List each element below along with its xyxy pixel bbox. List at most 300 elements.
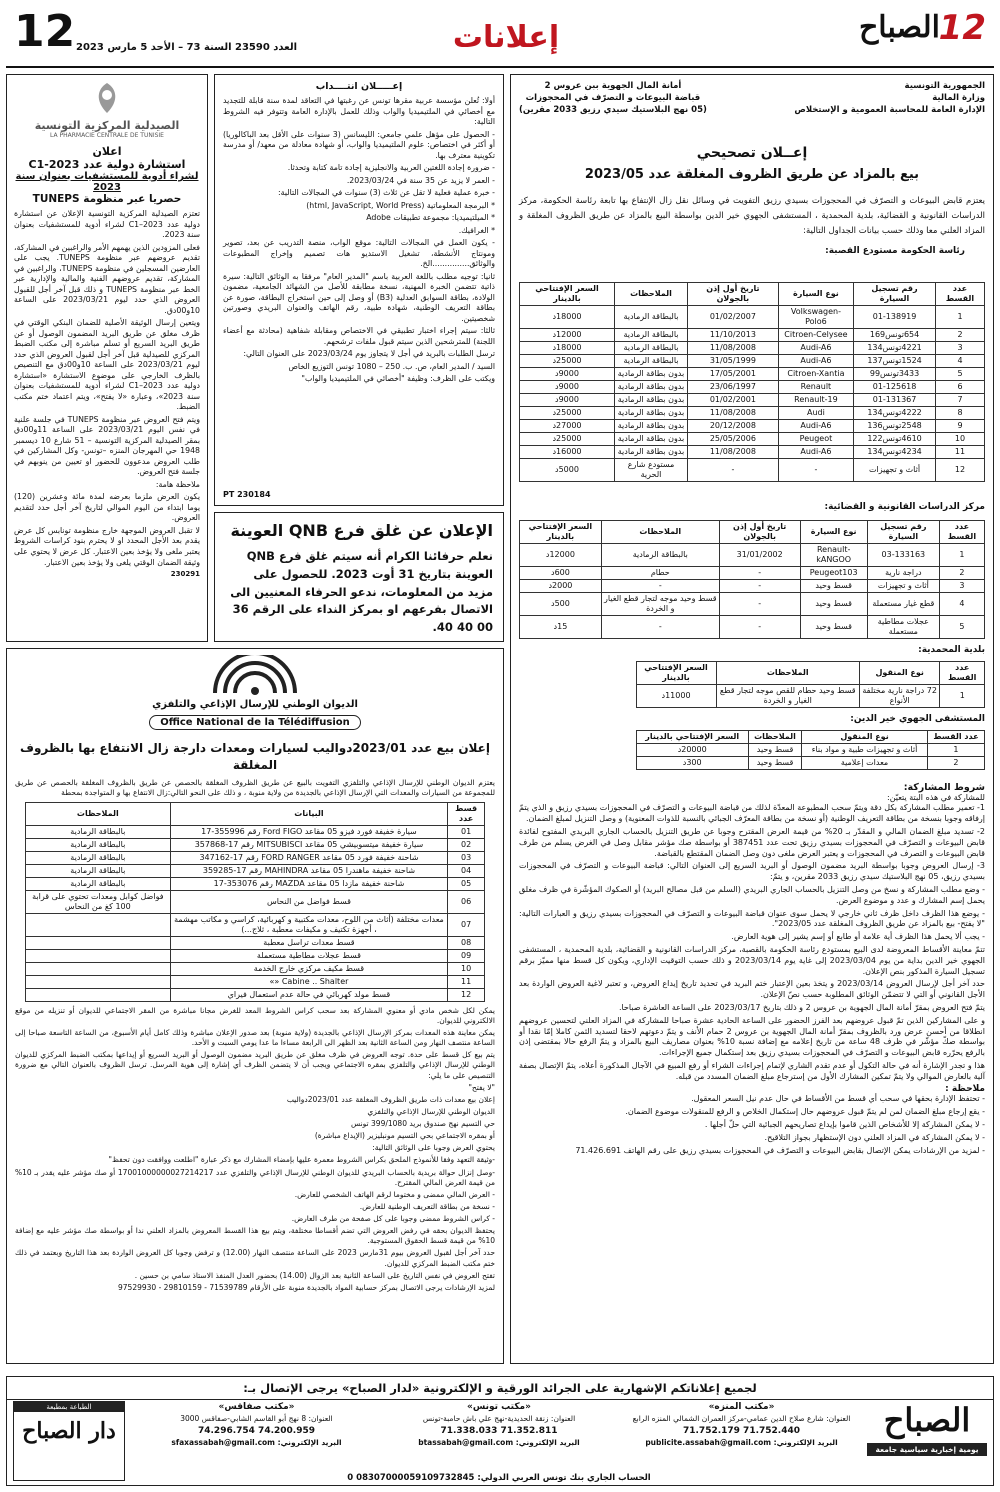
- table-cell: -: [688, 458, 779, 481]
- table-cell: 25000د: [520, 354, 615, 367]
- ontv-org-fr: Office National de la Télédiffusion: [149, 715, 361, 730]
- table-cell: 9000د: [520, 367, 615, 380]
- paragraph: ويتم فتح العروض عبر منظومة TUNEPS في جلسة علنية في نفس اليوم 2023/03/21 على الساعة 11و00دق بمقر الصيدلية المركزية التونسية – 51 شارع 10 ديسمبر 1948 حي المهرجان المنزه –تونس- وكل المشاركين في طلب العروض مدعوون للحضور او تعيين من ينوبهم في جلسة فتح العروض.: [14, 414, 200, 477]
- table-row: [25, 988, 485, 1001]
- column-header: رقم تسجيل السيارة: [867, 520, 939, 543]
- pharmacy-title-3: حصريا عبر منظومة TUNEPS: [32, 193, 182, 205]
- table-cell: [25, 962, 170, 975]
- table-cell: Audi: [778, 406, 853, 419]
- table-cell: بدون بطاقة الرمادية: [615, 406, 688, 419]
- pharmacy-body: [14, 209, 200, 568]
- table-cell: 2: [939, 566, 984, 579]
- page-header: [6, 4, 994, 68]
- pharmacy-title-1: استشارة دولية عدد C1-2023: [28, 158, 186, 171]
- office-phones: 71.752.179 71.752.440: [682, 1425, 800, 1436]
- tender-correction-notice: [510, 74, 994, 1364]
- table-cell: 03-133163: [867, 543, 939, 566]
- table-cell: 5: [935, 367, 984, 380]
- table-cell: Peugeot: [778, 432, 853, 445]
- table-cell: بالبطاقة الرمادية: [25, 838, 170, 851]
- table-cell: 654تونس169: [854, 328, 936, 341]
- paragraph: أو بمقره الاجتماعي بحي التسيم مونبليزير (الإيداع مباشرة): [314, 1131, 495, 1141]
- office-block: [624, 1401, 859, 1467]
- table-cell: Audi-A6: [778, 341, 853, 354]
- table-cell: 18000د: [520, 305, 615, 328]
- table-cell: 6: [935, 380, 984, 393]
- table-cell: 11/08/2008: [688, 341, 779, 354]
- paragraph: إعلان بيع معدات ذات طريق الظروف المغلقة عدد 2023/01دواليب: [286, 1094, 495, 1104]
- table-cell: بدون بطاقة الرمادية: [615, 432, 688, 445]
- recruitment-ref: PT 230184: [223, 490, 271, 499]
- table-cell: قسط معدات تراسل معطبة: [171, 936, 448, 949]
- column-header: نوع السيارة: [800, 520, 867, 543]
- table-cell: -: [719, 592, 800, 615]
- paragraph: السيد / المدير العام، ص. ب. 250 – 1080 تونس التوزيع الخاص: [288, 361, 495, 371]
- table-cell: 10: [935, 432, 984, 445]
- office-line: أمانة المال الجهوية ببن عروس 2: [544, 81, 682, 91]
- table-row: [636, 756, 985, 769]
- paragraph: -وثيقة التعهد وفقا للأنموذج الملحق بكراس الشروط معمرة عليها بإمضاء المشارك مع ذكر عبارة "اطلعت ووافقت دون تحفظ": [108, 1155, 495, 1165]
- table-cell: 9: [935, 419, 984, 432]
- table-cell: قسط وحيد: [748, 743, 801, 756]
- table-cell: 18000د: [520, 341, 615, 354]
- pharmacy-ref: 230291: [170, 570, 200, 579]
- column-header: الملاحظات: [25, 802, 170, 825]
- notes-body: [519, 1094, 985, 1156]
- paragraph: - وضع مطلب المشاركة و نسخ من وصل التنزيل بالحساب الجاري البريدي (السلم من قبل مصالح البريد) أو الصكوك المؤشّرة في ظرف مغلق يحمل إسم المشارك و عدد و موضوع العرض.: [519, 884, 985, 905]
- table-row: [25, 851, 485, 864]
- column-header: السعر الإفتتاحي بالدينار: [520, 520, 602, 543]
- table-cell: Cabine .. Shalter «»: [171, 975, 448, 988]
- footer-offices: [139, 1401, 859, 1467]
- table-cell: 07: [447, 913, 485, 936]
- office-phones: 74.296.754 74.200.959: [197, 1425, 315, 1436]
- table-cell: 01/02/2007: [688, 305, 779, 328]
- paragraph: 1- تعمير مطلب المشاركة بكل دقة ويتمّ سحب المطبوعة المعدّة لذلك من قباضة البيوعات و التصرّف في المحجوزات بسيدي رزيق و الذي يتمّ إرفاقه وجوبا بنسخة من بطاقة التعريف الوطنية (أو نسخة من بطاقة المعرّف الجبائي بالنسبة للذوات المعنوية) و وصل التنزيل لمبلغ الضمان.: [519, 803, 985, 824]
- paragraph: - لا يمكن المشاركة إلا للأشخاص الذين قاموا بإيداع تصاريحهم الجبائية التي حلّ أجلها .: [704, 1120, 985, 1130]
- paragraph: تتمّ معاينة الأقساط المعروضة لدى البيع بمستودع رئاسة الحكومة بالقصبة، مركز الدراسات القانونية و القضائية، بلدية المحمدية ، المستشفى الجهوي خير الدين بداية من يوم 2023/03/04 إلى غاية يوم 2023/03/14 و ذلك حسب التوقيت الإداري، ويكون كل قسط منها مميّز برقم تسجيل السيارة المذكور بنص الإعلان.: [519, 944, 986, 976]
- office-address: العنوان: شارع صلاح الدين عمامي-مركز العمران الشمالي المنزه الرابع: [632, 1414, 851, 1424]
- column-header: رقم تسجيل السيارة: [854, 282, 936, 305]
- recruitment-body: [223, 96, 495, 385]
- table-cell: بالبطاقة الرمادية: [601, 543, 719, 566]
- table-cell: 5: [939, 615, 984, 638]
- paragraph: 3- إرسال العروض وجوبا بواسطة البريد مضمون الوصول أو البريد السريع إلى العنوان التالي: قباضة البيوعات و التصرّف في المحجوزات بسيدي رزيق، 05 نهج البلاستيك سيدي رزيق 2033 مقرين، و يتمّ:: [519, 861, 985, 882]
- logo-text: الصباح: [858, 10, 940, 45]
- table-row: [520, 592, 985, 615]
- dar-logo: دار الصباح: [22, 1418, 116, 1444]
- ontv-org-ar: الديوان الوطني للإرسال الإذاعي والتلفزي: [152, 699, 358, 710]
- paragraph: -وصل إنزال حوالة بريدية بالحساب البريدي للديوان الوطني للإرسال الإذاعي والتلفزي عدد 17001000000027214217 أو صك مؤشر عليه يقدر بـ 10% من قيمة العرض المالي المقترح.: [15, 1167, 495, 1187]
- paragraph: - يجب ألا يحمل هذا الظرف أية علامة أو طابع أو إسم يشير إلى هوية العارض.: [731, 932, 985, 942]
- logo-number: 12: [938, 8, 986, 48]
- ontv-lots-table: [25, 802, 486, 1002]
- paragraph: - العرض المالي ممضى و مختوما لرقم الهاتف الشخصي للعارض.: [294, 1189, 495, 1199]
- column-header: السعر الإفتتاحي بالدينار: [636, 661, 716, 684]
- table-cell: بدون بطاقة الرمادية: [615, 393, 688, 406]
- ontv-body: [15, 1006, 495, 1293]
- paragraph: ويتعين إرسال الوثيقة الأصلية للضمان البنكي الوقتي في ظرف مغلق عن طريق البريد المضمون الوصول أو عن طريق البريد السريع أو تسلم مباشرة إلى مكتب الضبط المركزي للصيدلية قبل آخر أجل لقبول العروض الذي حدد ليوم 2023/03/21 على الساعة 10و00دق مع التنصيص بالظرف الخارجي على موضوع الاستشارة «استشارة دولية عدد C1–2023 لشراء أدوية للمستشفيات بعنوان سنة 2023»، وعبارة «لا يفتح»، ويتم اعتماد ختم مكتب الضبط.: [14, 318, 201, 412]
- paragraph: - العمر لا يزيد عن 35 سنة في 2023/03/24.: [346, 175, 495, 185]
- conditions-sub: للمشاركة في هذه البتة يتعيّن:: [887, 792, 985, 802]
- paragraph: ملاحظة هامة:: [155, 479, 200, 489]
- table-cell: -: [719, 566, 800, 579]
- table-cell: مستودع شارع الحرية: [615, 458, 688, 481]
- table-row: [25, 913, 485, 936]
- table-cell: بدون بطاقة الرمادية: [615, 380, 688, 393]
- table-cell: 9000د: [520, 380, 615, 393]
- office-email: البريد الإلكتروني: btassabah@gmail.com: [418, 1437, 580, 1447]
- table-cell: 11000د: [636, 684, 716, 707]
- table-cell: [25, 913, 170, 936]
- table-cell: قسط وحيد: [800, 592, 867, 615]
- office-block: [139, 1401, 374, 1467]
- section-heading: بلدية المحمدية:: [918, 644, 985, 655]
- table-cell: 11/10/2013: [688, 328, 779, 341]
- table-row: [520, 615, 985, 638]
- table-cell: دراجة نارية: [867, 566, 939, 579]
- items-table-3: [636, 661, 986, 708]
- table-cell: شاحنة خفيفة مازدا 05 مقاعد MAZDA رقم 353076-17: [171, 877, 448, 890]
- table-header-row: [520, 282, 985, 305]
- table-header-row: [636, 730, 985, 743]
- table-cell: 4234تونس134: [854, 445, 936, 458]
- recruitment-notice: [214, 74, 504, 506]
- footer-banner: لجميع إعلاناتكم الإشهارية على الجرائد الورقية و الإلكترونية «لدار الصباح» يرجى الإتصال بـ:: [7, 1377, 993, 1400]
- table-cell: قسط مكيف مركزي خارج الخدمة: [171, 962, 448, 975]
- table-cell: 12000د: [520, 328, 615, 341]
- table-cell: معدات إعلامية: [802, 756, 928, 769]
- paragraph: تفتح العروض في نفس التاريخ على الساعة الثانية بعد الزوال (14.00) بحضور العدل المنفذ الاستاذ سامي بن حسين .: [134, 1270, 495, 1280]
- office-name: «مكتب تونس»: [467, 1402, 531, 1412]
- dar-label: الطباعة بمطبعة: [14, 1402, 124, 1412]
- table-cell: 23/06/1997: [688, 380, 779, 393]
- table-cell: بالبطاقة الرمادية: [615, 305, 688, 328]
- table-cell: 600د: [520, 566, 602, 579]
- section-heading: مركز الدراسات القانونية و القضائية:: [824, 501, 985, 512]
- table-cell: Citroen-Xantia: [778, 367, 853, 380]
- table-row: [25, 877, 485, 890]
- table-cell: 2: [927, 756, 984, 769]
- table-cell: Volkswagen-Polo6: [778, 305, 853, 328]
- table-cell: شاحنة خفيفة فورد 05 مقاعد FORD RANGER رقم 17-347162: [171, 851, 448, 864]
- table-cell: 31/01/2002: [719, 543, 800, 566]
- table-cell: 01: [447, 825, 485, 838]
- table-cell: بالبطاقة الرمادية: [615, 354, 688, 367]
- notice-title: إعــلان تصحيحي: [696, 144, 808, 161]
- table-cell: -: [601, 579, 719, 592]
- gov-line: الإدارة العامة للمحاسبة العمومية و الإستخلاص: [794, 104, 985, 115]
- table-row: [520, 406, 985, 419]
- dar-assabah-block: [13, 1401, 125, 1481]
- table-cell: 500د: [520, 592, 602, 615]
- pharmacy-logo-fr: LA PHARMACIE CENTRALE DE TUNISIE: [50, 132, 164, 139]
- table-cell: بالبطاقة الرمادية: [615, 341, 688, 354]
- table-cell: أثاث و تجهيزات: [854, 458, 936, 481]
- table-cell: بدون بطاقة الرمادية: [615, 419, 688, 432]
- table-cell: 7: [935, 393, 984, 406]
- table-cell: Renault-19: [778, 393, 853, 406]
- table-row: [25, 936, 485, 949]
- table-cell: 08: [447, 936, 485, 949]
- table-cell: -: [601, 615, 719, 638]
- table-cell: [25, 936, 170, 949]
- table-cell: 2000د: [520, 579, 602, 592]
- table-row: [25, 825, 485, 838]
- pharmacy-logo: [14, 81, 200, 139]
- table-cell: 04: [447, 864, 485, 877]
- paragraph: 2- تسديد مبلغ الضمان المالي و المقدّر بـ 20% من قيمة العرض المقترح وجوبا عن طريق التنزيل بالحساب الجاري البريدي المفتوح لفائدة قابض البيوعات و التصرّف في المحجوزات بسيدي رزيق تحت عدد 387451 أو بواسطة صك مؤشر مقابل وصل في الغرض يسلم من طرف قابض البيوعات و التصرف في المحجوزات و يعتبر العرض ملغى دون وصل الضمان المقتطع بالقباضة.: [519, 826, 986, 858]
- footer-account: الحساب الجاري بنك تونس العربي الدولي: 08307000059109732845 0: [347, 1473, 651, 1483]
- table-cell: [25, 988, 170, 1001]
- table-cell: فواضل كوابل ومعدات تحتوي على قرابة 100 كغ من النحاس: [25, 890, 170, 913]
- table-cell: قطع غيار مستعملة: [867, 592, 939, 615]
- table-row: [520, 458, 985, 481]
- paragraph: - الحصول على مؤهل علمي جامعي: الليسانس (3 سنوات على الأقل بعد الباكالوريا) أو أكثر في اختصاص: علوم الملتيميديا والواب، أو شهادة معادلة من معهد/ أو مدرسة تكوينية معترف بها.: [223, 129, 495, 160]
- column-header: الملاحظات: [601, 520, 719, 543]
- table-cell: قسط عجلات مطاطية مستعملة: [171, 949, 448, 962]
- table-cell: 02: [447, 838, 485, 851]
- column-header: قسط عدد: [447, 802, 485, 825]
- table-row: [636, 684, 985, 707]
- conditions-title: شروط المشاركة:: [903, 781, 985, 793]
- table-row: [25, 864, 485, 877]
- table-cell: 12: [935, 458, 984, 481]
- paragraph: حي التسيم نهج صندوق بريد 399/1080 تونس: [351, 1119, 495, 1129]
- paragraph: * البرمجة المعلوماتية (html, JavaScript, World Press): [306, 200, 495, 210]
- table-cell: شاحنة خفيفة ماهندرا 05 مقاعد MAHINDRA رقم 17-359285: [171, 864, 448, 877]
- table-cell: أثاث و تجهيزات: [867, 579, 939, 592]
- column-header: نوع المنقول: [802, 730, 928, 743]
- office-email: البريد الإلكتروني: sfaxassabah@gmail.com: [171, 1437, 342, 1447]
- table-cell: بالبطاقة الرمادية: [25, 864, 170, 877]
- table-cell: حطام: [601, 566, 719, 579]
- table-cell: 27000د: [520, 419, 615, 432]
- table-row: [520, 367, 985, 380]
- paragraph: - تحتفظ الإدارة بحقها في سحب أي قسط من الأقساط في حال عدم نيل السعر المعقول.: [691, 1094, 985, 1104]
- table-cell: 16000د: [520, 445, 615, 458]
- table-cell: قسط وحيد: [748, 756, 801, 769]
- office-line: (05 نهج البلاستيك سيدي رزيق 2033 مقرين): [519, 104, 707, 115]
- table-cell: بالبطاقة الرمادية: [25, 851, 170, 864]
- table-cell: 20/12/2008: [688, 419, 779, 432]
- table-cell: 9000د: [520, 393, 615, 406]
- paragraph: يتم بيع كل قسط على حدة. توجه العروض في ظرف مغلق عن طريق البريد مضمون الوصول أو البريد السريع أو إيداعها بمكتب الضبط المركزي للديوان الوطني للإرسال الإذاعي والتلفزي بمقره الاجتماعي ويجب أن لا يتضمن الظرف أي إشارة إلى هوية المرسل. ترسل الظروف بالعنوان التالي مع ضرورة التنصيص على ما يلي:: [15, 1050, 495, 1080]
- table-cell: Peugeot103: [800, 566, 867, 579]
- footer-logo: الصباح: [883, 1401, 971, 1439]
- table-cell: 3: [935, 341, 984, 354]
- table-cell: بالبطاقة الرمادية: [615, 328, 688, 341]
- table-cell: قسط وحيد موجه لتجار قطع الغيار و الخردة: [601, 592, 719, 615]
- table-cell: 1: [940, 684, 985, 707]
- table-cell: 20000د: [636, 743, 748, 756]
- table-cell: 1524تونس137: [854, 354, 936, 367]
- table-cell: 4610تونس122: [854, 432, 936, 445]
- qnb-title: الإعلان عن غلق فرع QNB العوينة: [230, 521, 493, 540]
- table-cell: 4222تونس134: [854, 406, 936, 419]
- vehicles-table-2: [519, 520, 985, 639]
- paragraph: - نسخة من بطاقة التعريف الوطنية للعارض.: [359, 1201, 495, 1211]
- column-header: الملاحظات: [748, 730, 801, 743]
- table-row: [520, 445, 985, 458]
- office-address: العنوان: 8 نهج أبو القاسم الشابي-صفاقس 3000: [180, 1414, 333, 1424]
- table-cell: 1: [927, 743, 984, 756]
- header-logo: [838, 8, 988, 62]
- paragraph: - خبرة عملية فعلية لا تقل عن ثلاث (3) سنوات في المجالات التالية:: [278, 188, 495, 198]
- table-cell: قسط فواضل من النحاس: [171, 890, 448, 913]
- table-cell: 2548تونس136: [854, 419, 936, 432]
- table-cell: 31/05/1999: [688, 354, 779, 367]
- table-cell: 1: [939, 543, 984, 566]
- paragraph: تعتزم الصيدلية المركزية التونسية الإعلان عن استشارة دولية عدد C1–2023 لشراء أدوية للمستشفيات بعنوان سنة 2023.: [14, 209, 200, 240]
- office-phones: 71.338.033 71.352.811: [440, 1425, 558, 1436]
- column-header: عدد القسط: [935, 282, 984, 305]
- table-cell: 1: [935, 305, 984, 328]
- qnb-closure-notice: [214, 512, 504, 642]
- table-cell: عجلات مطاطية مستعملة: [867, 615, 939, 638]
- table-cell: 4221تونس134: [854, 341, 936, 354]
- column-header: عدد القسط: [940, 661, 985, 684]
- table-cell: 12: [447, 988, 485, 1001]
- table-row: [25, 975, 485, 988]
- gov-line: الجمهورية التونسية: [904, 81, 985, 91]
- table-row: [520, 328, 985, 341]
- table-cell: 4: [935, 354, 984, 367]
- vehicles-table-1: [519, 282, 985, 482]
- table-cell: معدات مختلفة (أثاث من اللوح، معدات مكتبية و كهربائية، كراسي و مكاتب مهشمة ، أجهزة تكتيف و مكيفات معطبة ، ثلاج...): [171, 913, 448, 936]
- paragraph: ويكتب على الظرف: وظيفة "أخصائي في الملتيميديا والواب": [301, 374, 495, 384]
- notice-subtitle: بيع بالمزاد عن طريق الظروف المغلقة عدد 2023/05: [584, 166, 920, 182]
- table-row: [520, 393, 985, 406]
- column-header: نوع المنقول: [859, 661, 940, 684]
- table-cell: 300د: [636, 756, 748, 769]
- table-row: [25, 890, 485, 913]
- table-cell: [25, 975, 170, 988]
- table-row: [25, 838, 485, 851]
- table-cell: Audi-A6: [778, 445, 853, 458]
- gov-line: وزارة المالية: [932, 92, 985, 103]
- table-cell: 01/02/2001: [688, 393, 779, 406]
- paragraph: يحتفظ الديوان بحقه في رفض العروض التي تضم أقساطا مختلفة، ويتم بيع هذا القسط المعروض بالمزاد العلني ندا أو بواسطة صك مؤشر عليه مع إضافة 10% من قيمة قسط الحقوق المستوجبة.: [15, 1226, 495, 1246]
- office-block: [382, 1401, 617, 1467]
- pharmacy-logo-ar: الصيدلية المركزية التونسية: [34, 119, 180, 132]
- footer: [6, 1376, 994, 1486]
- conditions-body: [519, 803, 985, 1082]
- table-cell: 11/08/2008: [688, 445, 779, 458]
- table-cell: Citroen-Celysee: [778, 328, 853, 341]
- table-cell: 25000د: [520, 406, 615, 419]
- table-cell: أثاث و تجهيزات طبية و مواد بناء: [802, 743, 928, 756]
- paragraph: و على المشاركين الذين تمّ قبول عروضهم بعد الفرز الحضور على الساعة الحادية عشرة صباحا للمشاركة في المزاد العلني لتحسين عروضهم انطلاقا من أحسن عرض ورد بالظروف بمقرّ أمانة المال الجهوية بن عروس 2 حمام الأنف و يتمّ دعوتهم لاحقا لتسديد الثمن كاملا إمّا نقدا أو بواسطة صكّ مؤشّر في ظرف 48 ساعة من تاريخ إعلامه مع إضافة نسبة 10% بعنوان مصاريف البيع بالمزاد و يتمّ الرفع حالا بمقتضى إذن بالرفع يحرّره قابض البيوعات و التصرّف في المحجوزات بسيدي رزيق بعد إستكمال جميع الإجراءات.: [519, 1015, 985, 1058]
- office-address: العنوان: زنقة الحديدية-نهج علي باش حامبة-تونس: [422, 1414, 576, 1424]
- table-cell: بالبطاقة الرمادية: [25, 877, 170, 890]
- table-cell: [25, 949, 170, 962]
- section-title: إعلانات: [452, 20, 560, 55]
- section-heading: المستشفى الجهوي خير الدين:: [850, 713, 985, 724]
- issue-info: العدد 23590 السنة 73 – الأحد 5 مارس 2023: [76, 42, 297, 53]
- paragraph: - يوضع هذا الظرف داخل ظرف ثاني خارجي لا يحمل سوى عنوان قباضة البيوعات و التصرّف في المحجوزات بسيدي رزيق و العبارات التالية: "لا يفتح- بيع بالمزاد عن طريق الظروف المغلقة عدد 2023/05".: [519, 908, 985, 929]
- column-header: الملاحظات: [615, 282, 688, 305]
- table-row: [636, 743, 985, 756]
- table-cell: سيارة خفيفة فورد فيزو 05 مقاعد Ford FIGO رقم 355996-17: [171, 825, 448, 838]
- column-header: عدد القسط: [939, 520, 984, 543]
- paragraph: "لا يفتح": [468, 1082, 495, 1092]
- table-row: [520, 579, 985, 592]
- table-cell: -: [719, 579, 800, 592]
- table-cell: Audi-A6: [778, 354, 853, 367]
- paragraph: هذا و تجدر الإشارة أنه في حالة التكول أو عدم تقدم الشاري لإتمام إجراءات الشراء أو رفع المبيع في الآجال المذكورة أعلاه، يتمّ الإتصال بصفة آلية بالعارض الموالي ولا يتمّ تمكين المشارك الأول من إسترجاع مبلغ الضمان المسدد من قبله.: [519, 1060, 985, 1081]
- table-row: [520, 419, 985, 432]
- table-cell: 2: [935, 328, 984, 341]
- table-cell: 10: [447, 962, 485, 975]
- paragraph: * الميلتيميديا: مجموعة تطبيقات Adobe: [366, 213, 495, 223]
- table-cell: 17/05/2001: [688, 367, 779, 380]
- paragraph: يتمّ فتح العروض بمقرّ أمانة المال الجهوية بن عروس 2 و ذلك بتاريخ 2023/03/17 على الساعة العاشرة صباحا.: [618, 1002, 985, 1012]
- table-cell: 5000د: [520, 458, 615, 481]
- qnb-body: نعلم حرفائنا الكرام أنه سيتم غلق فرع QNB العوينة بتاريخ 31 أوت 2023. للحصول على مزيد من المعلومات، ندعو الحرفاء المعنيين الى الاتصال بفرعهم او بمركز النداء على الرقم 36 00 40 40.: [230, 549, 493, 635]
- table-row: [520, 354, 985, 367]
- table-cell: بدون بطاقة الرمادية: [615, 445, 688, 458]
- table-header-row: [25, 802, 485, 825]
- paragraph: يحتوي العرض وجوبا على الوثائق التالية:: [372, 1143, 495, 1153]
- table-cell: 03: [447, 851, 485, 864]
- paragraph: أولا: تُعلن مؤسسة عربية مقرها تونس عن رغبتها في التعاقد لمدة سنة قابلة للتجديد مع أخصائي في الملتيميديا والواب وذلك للعمل بالإدارة العامة وتتوفر فيه الشروط التالية:: [223, 96, 495, 127]
- table-row: [520, 543, 985, 566]
- table-cell: -: [778, 458, 853, 481]
- table-cell: قسط مولد كهربائي في حالة عدم استعمال فيراي: [171, 988, 448, 1001]
- pharmacy-tender-notice: [6, 74, 208, 642]
- table-cell: 01-138919: [854, 305, 936, 328]
- table-cell: بالبطاقة الرمادية: [25, 825, 170, 838]
- paragraph: ترسل الطلبات بالبريد في أجل لا يتجاوز يوم 2023/03/24 على العنوان التالي:: [243, 349, 495, 359]
- office-line: قباضة البيوعات و التصرّف في المحجوزات: [525, 92, 701, 103]
- pharmacy-title-2: لشراء أدوية للمستشفيات بعنوان سنة 2023: [15, 171, 199, 193]
- paragraph: يكون العرض ملزما بعرضه لمدة مائة وعشرين (120) يوما ابتداء من اليوم الموالي لتاريخ آخر أجل حدد لتقديم العروض.: [14, 492, 200, 523]
- table-cell: Audi-A6: [778, 419, 853, 432]
- office-email: البريد الإلكتروني: publicite.assabah@gmail.com: [645, 1437, 838, 1447]
- paragraph: يمكن لكل شخص مادي أو معنوي المشاركة بعد سحب كراس الشروط المعد للغرض مجانا مباشرة من المقر الاجتماعي للديوان أو تنزيله من موقع الالكتروني للديوان.: [15, 1005, 495, 1025]
- table-cell: قسط وحيد حطام للقص موجه لتجار قطع الغيار و الخردة: [716, 684, 859, 707]
- column-header: تاريخ أول إذن بالجولان: [719, 520, 800, 543]
- table-row: [25, 962, 485, 975]
- paragraph: حدد آخر أجل لإرسال العروض 2023/03/14 و يتخذ بعين الإعتبار ختم البريد في تحديد تاريخ إيداع العروض، و تعتبر لاغية العروض الواردة بعد الأجل القانوني أو التي لا تتضمّن الوثائق المطلوبة حسب نصّ الإعلان.: [519, 979, 985, 1000]
- table-cell: 8: [935, 406, 984, 419]
- recruitment-title: إعـــــلان انتــــداب: [315, 81, 403, 92]
- table-cell: 06: [447, 890, 485, 913]
- table-cell: Renault: [778, 380, 853, 393]
- table-cell: 72 دراجة نارية مختلفة الأنواع: [859, 684, 940, 707]
- ontv-intro: يعتزم الديوان الوطني للإرسال الإذاعي والتلفزي التفويت بالبيع عن طريق الظروف المغلقة بالحصص عن طريق بالظروف المغلقة بالحصص عن طريق للمجموعة من السيارات والمعدات التي الإرسال الإذاعي بالجديدة من ولاية منوبة ، و ذلك على النحو التالي:زال الانتفاع بها و المتواجدة بمحطة: [15, 777, 495, 797]
- paragraph: ثالثا: سيتم إجراء اختبار تطبيقي في الاختصاص ومقابلة شفاهية (محادثة مع أعضاء اللجنة) للمترشحين الذين سيتم قبول ملفات ترشحهم.: [223, 326, 495, 346]
- table-cell: 11/08/2008: [688, 406, 779, 419]
- table-cell: 3433تونس99: [854, 367, 936, 380]
- table-cell: 3: [939, 579, 984, 592]
- table-cell: قسط وحيد: [800, 615, 867, 638]
- table-cell: 25000د: [520, 432, 615, 445]
- table-cell: 12000د: [520, 543, 602, 566]
- paragraph: - يقع إرجاع مبلغ الضمان لمن لم يتمّ قبول عروضهم حال إستكمال الخلاص و الرفع للمنقولات موضوع الضمان.: [625, 1107, 985, 1117]
- table-cell: قسط وحيد: [800, 579, 867, 592]
- table-cell: 11: [447, 975, 485, 988]
- column-header: عدد القسط: [927, 730, 984, 743]
- table-row: [520, 341, 985, 354]
- paragraph: لمزيد الإرشادات يرجى الاتصال بمركز حسابية المواد بالجديدة منوبة على الأرقام 71539789 - 29810159 - 97529930: [118, 1282, 495, 1292]
- column-header: البيانات: [171, 802, 448, 825]
- paragraph: ثانيا: توجيه مطلب باللغة العربية باسم "المدير العام" مرفقا به الوثائق التالية: سيرة ذاتية تتضمن الخبرة المهنية، نسخة مطابقة للأصل من الشهائد الجامعية، مضمون الولادة، بطاقة السوابق العدلية (B3) أو وصل إلى حين استخراج البطاقة، صورة عن بطاقة التعريف الوطنية، شهادة طبية، رقم الهاتف والعنوان البريدي وصورتين شخصيتين.: [223, 271, 495, 323]
- paragraph: لا تقبل العروض الموجهة خارج منظومة تونابس كل عرض يقدم بعد الأجل المحدد او لا يحترم بنود كراسات الشروط يعتبر ملغى ولا يؤخذ بعين الاعتبار. كل عرض لا يحتوي على وثيقة الضمان الوقتي يلغى ولا يؤخذ بعين الاعتبار.: [14, 525, 200, 567]
- office-name: «مكتب صفاقس»: [218, 1402, 295, 1412]
- column-header: الملاحظات: [716, 661, 859, 684]
